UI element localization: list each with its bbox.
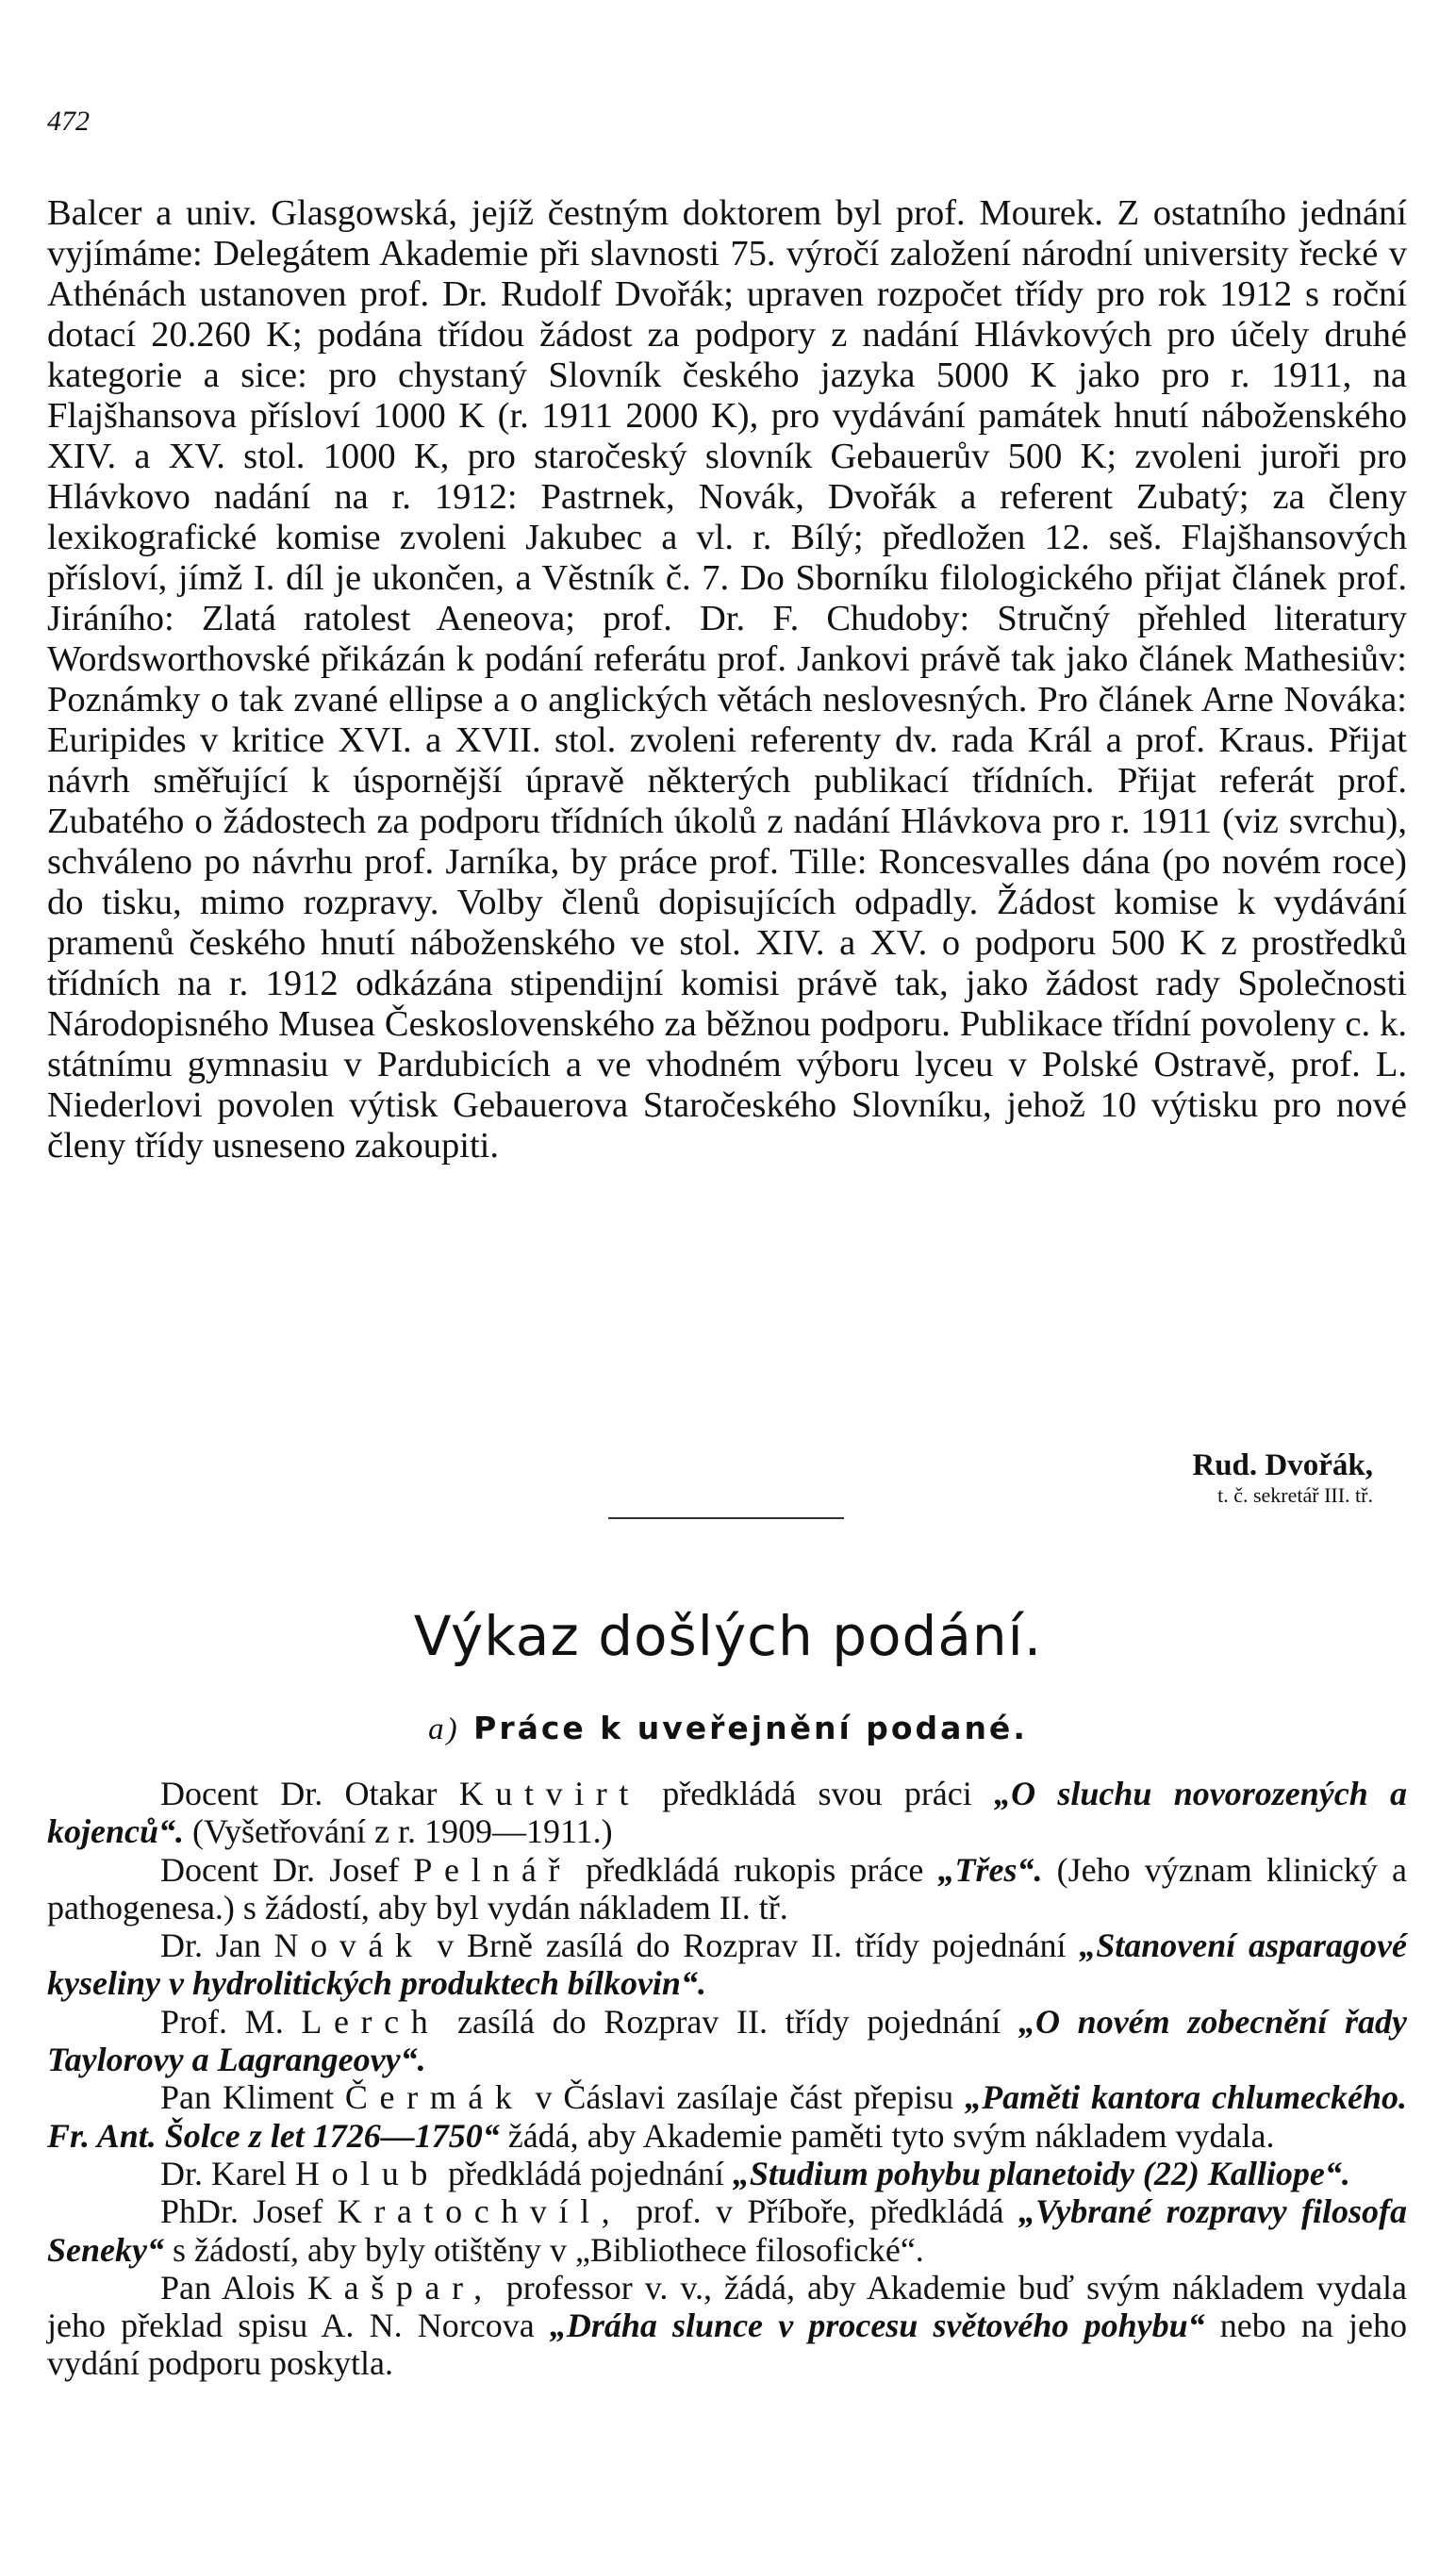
entry-text: v Brně zasílá do Rozprav II. třídy pojednání (437, 1926, 1067, 1965)
entry-author: Lerch (301, 2002, 440, 2041)
entry-tail: (Vyšetřování z r. 1909—1911.) (192, 1812, 613, 1851)
entry-text: prof. v Příboře, předkládá (636, 2192, 1004, 2231)
page-number: 472 (47, 106, 90, 137)
entry-text: professor v. v., žádá, aby Akademie buď svým nákladem vydala jeho překlad spisu A. N. Norcova (47, 2268, 1408, 2345)
submission-entry (47, 1775, 1407, 1851)
entry-text: předkládá pojednání (447, 2154, 724, 2192)
entry-title: „Vybrané rozpravy filosofa Seneky“ (47, 2192, 1408, 2269)
entry-lead: Dr. Jan (160, 1926, 261, 1965)
signature-block (996, 1447, 1373, 1508)
entry-author: Pelnář (413, 1850, 571, 1889)
entry-text: předkládá rukopis práce (586, 1850, 924, 1889)
entry-lead: PhDr. Josef (160, 2192, 323, 2231)
entry-lead: Pan Alois (160, 2268, 296, 2307)
signature-name: Rud. Dvořák, (1192, 1448, 1373, 1482)
signature-role: t. č. sekretář III. tř. (1217, 1483, 1373, 1507)
entry-lead: Pan Kliment (160, 2078, 334, 2117)
entry-tail: žádá, aby Akademie paměti tyto svým nákladem vydala. (507, 2116, 1275, 2155)
submission-entry (47, 1851, 1407, 1927)
entry-author: Kutvirt (458, 1775, 640, 1812)
subsection-title-text: Práce k uveřejnění podané. (473, 1710, 1028, 1746)
submission-entry (47, 2269, 1407, 2383)
submission-entry (47, 2155, 1407, 2192)
session-report (47, 193, 1407, 1166)
entry-text: předkládá svou práci (662, 1775, 972, 1812)
report-paragraph: Balcer a univ. Glasgowská, jejíž čestným doktorem byl prof. Mourek. Z ostatního jednání vyjímáme: Delegátem Akademie při slavnosti 75. výročí založení národní university řecké v Athénách ustanoven prof. Dr. Rudolf Dvořák; upraven rozpočet třídy pro rok 1912 s roční dotací 20.260 K; podána třídou žádost za podpory z nadání Hlávkových pro účely druhé kategorie a sice: pro chystaný Slovník českého jazyka 5000 K jako pro r. 1911, na Flajšhansova přísloví 1000 K (r. 1911 2000 K), pro vydávání památek hnutí náboženského XIV. a XV. stol. 1000 K, pro staročeský slovník Gebauerův 500 K; zvoleni juroři pro Hlávkovo nadání na r. 1912: Pastrnek, Novák, Dvořák a referent Zubatý; za členy lexikografické komise zvoleni Jakubec a vl. r. Bílý; předložen 12. seš. Flajšhansových přísloví, jímž I. díl je ukončen, a Věstník č. 7. Do Sborníku filologického přijat článek prof. Jiráního: Zlatá ratolest Aeneova; prof. Dr. F. Chudoby: Stručný přehled literatury Wordsworthovské přikázán k podání referátu prof. Jankovi právě tak jako článek Mathesiův: Poznámky o tak zvané ellipse a o anglických větách neslovesných. Pro článek Arne Nováka: Euripides v kritice XVI. a XVII. stol. zvoleni referenty dv. rada Král a prof. Kraus. Přijat návrh směřující k úspornější úpravě některých publikací třídních. Přijat referát prof. Zubatého o žádostech za podporu třídních úkolů z nadání Hlávkova pro r. 1911 (viz svrchu), schváleno po návrhu prof. Jarníka, by práce prof. Tille: Roncesvalles dána (po novém roce) do tisku, mimo rozpravy. Volby členů dopisujících odpadly. Žádost komise k vydávání pramenů českého hnutí náboženského ve stol. XIV. a XV. o podporu 500 K z prostředků třídních na r. 1912 odkázána stipendijní komisi právě tak, jako žádost rady Společnosti Národopisného Musea Československého za běžnou podporu. Publikace třídní povoleny c. k. státnímu gymnasiu v Pardubicích a ve vhodném výboru lyceu v Polské Ostravě, prof. L. Niederlovi povolen výtisk Gebauerova Staročeského Slovníku, jehož 10 výtisku pro nové členy třídy usneseno zakoupiti. (47, 193, 1407, 1166)
section-title: Výkaz došlých podání. (413, 1604, 1043, 1668)
entry-lead: Prof. M. (160, 2002, 284, 2041)
entry-author: Novák (273, 1926, 424, 1965)
entry-lead: Docent Dr. Josef (160, 1850, 400, 1889)
entry-title: „Dráha slunce v procesu světového pohybu“ (549, 2307, 1205, 2345)
entry-lead: Dr. Karel (160, 2154, 287, 2192)
entry-tail: (Jeho význam klinický a pathogenesa.) s žádostí, aby byl vydán nákladem II. tř. (47, 1850, 1408, 1926)
entry-author: Holub (294, 2154, 439, 2192)
entry-tail: s žádostí, aby byly otištěny v „Bibliothece filosofické“. (172, 2230, 924, 2269)
submission-entry (47, 2003, 1407, 2079)
submission-entry (47, 1926, 1407, 2003)
entry-author: Kašpar, (307, 2268, 494, 2307)
submissions-list (47, 1775, 1407, 2383)
submission-entry (47, 2192, 1407, 2269)
subsection-letter: a) (428, 1712, 460, 1746)
entry-title: „Třes“. (937, 1850, 1043, 1889)
entry-title: „O sluchu novorozených a kojenců“. (47, 1775, 1408, 1851)
submission-entry (47, 2078, 1407, 2155)
entry-tail: nebo na jeho vydání podporu poskytla. (47, 2307, 1408, 2383)
entry-title: „O novém zobecnění řady Taylorovy a Lagrangeovy“. (47, 2002, 1408, 2079)
entry-author: Kratochvíl, (337, 2192, 622, 2231)
entry-title: „Paměti kantora chlumeckého. Fr. Ant. Šolce z let 1726—1750“ (47, 2078, 1408, 2155)
entry-author: Čermák (344, 2078, 524, 2117)
entry-text: v Čáslavi zasílaje část přepisu (535, 2078, 954, 2117)
entry-title: „Studium pohybu planetoidy (22) Kalliope“. (732, 2154, 1350, 2192)
entry-lead: Docent Dr. Otakar (160, 1775, 438, 1812)
entry-text: zasílá do Rozprav II. třídy pojednání (457, 2002, 1001, 2041)
entry-title: „Stanovení asparagové kyseliny v hydrolitických produktech bílkovin“. (47, 1926, 1407, 2003)
subsection-title (0, 1708, 1456, 1750)
section-divider (608, 1517, 844, 1519)
